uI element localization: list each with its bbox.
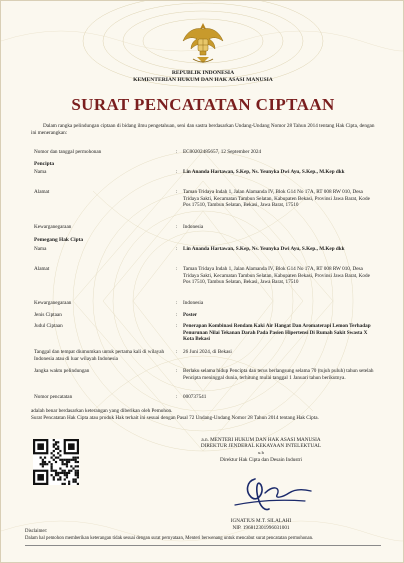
tanggal-value: 26 Juni 2024, di Bekasi	[183, 349, 232, 355]
tanggal-label: Tanggal dan tempat diumumkan untuk pertama kali di wilayah Indonesia atau di luar wilayah Indonesia	[34, 349, 165, 362]
handwritten-signature	[225, 471, 315, 515]
pemegang-name-label: Nama	[34, 246, 47, 252]
colon: :	[176, 149, 178, 155]
jenis-ciptaan-value: Poster	[183, 312, 198, 318]
colon: :	[176, 312, 178, 318]
colon: :	[176, 266, 178, 272]
pencipta-address-label: Alamat	[34, 189, 50, 195]
closing-line-2: Surat Pencatatan Hak Cipta atau produk Hak terkait ini sesuai dengan Pasal 72 Undang-Undang Nomor 28 Tahun 2014 tentang Hak Cipta.	[31, 415, 319, 421]
intro-paragraph: Dalam rangka pelindungan ciptaan di bidang ilmu pengetahuan, seni dan sastra berdasarkan Undang-Undang Nomor 28 Tahun 2014 tentang Hak Cipta, dengan ini menerangkan:	[31, 123, 375, 136]
signer-name: IGNATIUS M.T. SILALAHI	[230, 518, 292, 524]
qr-code-icon	[33, 439, 79, 485]
application-value: EC00202485657, 12 September 2024	[183, 149, 262, 155]
jenis-ciptaan-label: Jenis Ciptaan	[34, 312, 62, 318]
jangka-waktu-label: Jangka waktu pelindungan	[34, 368, 90, 374]
sign-director: Direktur Hak Cipta dan Desain Industri	[220, 457, 302, 463]
pencipta-heading: Pencipta	[34, 161, 55, 167]
pemegang-heading: Pemegang Hak Cipta	[34, 237, 84, 243]
pencipta-address-value: Taman Tridaya Indah 1, Jalan Alamanda IV, Blok G14 No 17A, RT 008 RW 010, Desa Tridaya Sakti, Kecamatan Tambun Selatan, Kabupaten Bekasi, Provinsi Jawa Barat, Kode Pos 17510, Tambun Selatan, Bekasi, Jawa Barat, 17510	[183, 189, 370, 209]
colon: :	[176, 349, 178, 355]
pemegang-citizenship-value: Indonesia	[183, 300, 204, 306]
sign-directorate: DIREKTUR JENDERAL KEKAYAAN INTELEKTUAL	[200, 443, 322, 449]
colon: :	[176, 169, 178, 175]
nomor-pencatatan-label: Nomor pencatatan	[34, 394, 73, 400]
jangka-waktu-value: Berlaku selama hidup Pencipta dan terus berlangsung selama 70 (tujuh puluh) tahun setelah Pencipta meninggal dunia, terhitung mulai tanggal 1 Januari tahun berikutnya.	[183, 368, 374, 381]
page-title: SURAT PENCATATAN CIPTAAN	[71, 95, 335, 114]
colon: :	[176, 368, 178, 374]
pemegang-address-label: Alamat	[34, 266, 50, 272]
pencipta-name-label: Nama	[34, 169, 47, 175]
colon: :	[176, 323, 178, 329]
pencipta-citizenship-label: Kewarganegaraan	[34, 224, 72, 230]
closing-line-1: adalah benar berdasarkan keterangan yang diberikan oleh Pemohon.	[31, 408, 173, 414]
colon: :	[176, 189, 178, 195]
nomor-pencatatan-value: 000737541	[183, 394, 207, 400]
ministry-label: KEMENTERIAN HUKUM DAN HAK ASASI MANUSIA	[133, 77, 273, 83]
garuda-emblem-icon	[181, 19, 225, 67]
colon: :	[176, 394, 178, 400]
application-label: Nomor dan tanggal permohonan	[34, 149, 102, 155]
disclaimer-text: Dalam hal pemohon memberikan keterangan tidak sesuai dengan surat pernyataan, Menteri berwenang untuk mencabut surat pencatatan permohonan.	[25, 536, 314, 541]
colon: :	[176, 246, 178, 252]
sign-on-behalf: a.n. MENTERI HUKUM DAN HAK ASASI MANUSIA	[201, 437, 321, 443]
colon: :	[176, 300, 178, 306]
sign-ub: u.b	[258, 450, 264, 455]
pencipta-citizenship-value: Indonesia	[183, 224, 204, 230]
pencipta-name-value: Lin Ananda Hartawan, S.Kep, Ns. Yeunyka Dwi Ayu, S.Kep., M.Kep dkk	[183, 169, 345, 175]
pemegang-name-value: Lin Ananda Hartawan, S.Kep, Ns. Yeunyka Dwi Ayu, S.Kep., M.Kep dkk	[183, 246, 345, 252]
judul-ciptaan-value: Penerapan Kombinasi Rendam Kaki Air Hangat Dan Aromaterapi Lemon Terhadap Penurunan Nilai Tekanan Darah Pada Pasien Hipertensi Di Rumah Sakit Swasta X Kota Bekasi	[183, 323, 371, 343]
colon: :	[176, 224, 178, 230]
pemegang-address-value: Taman Tridaya Indah 1, Jalan Alamanda IV, Blok G14 No 17A, RT 008 RW 010, Desa Tridaya Sakti, Kecamatan Tambun Selatan, Kabupaten Bekasi, Provinsi Jawa Barat, Kode Pos 17510, Tambun Selatan, Bekasi, Jawa Barat, 17510	[183, 266, 370, 286]
judul-ciptaan-label: Judul Ciptaan	[34, 323, 63, 329]
signer-nip: NIP. 196812301996031001	[232, 525, 290, 531]
pemegang-citizenship-label: Kewarganegaraan	[34, 300, 72, 306]
bottom-divider	[25, 545, 381, 546]
disclaimer-heading: Disclaimer:	[25, 529, 48, 534]
republic-label: REPUBLIK INDONESIA	[171, 70, 235, 76]
